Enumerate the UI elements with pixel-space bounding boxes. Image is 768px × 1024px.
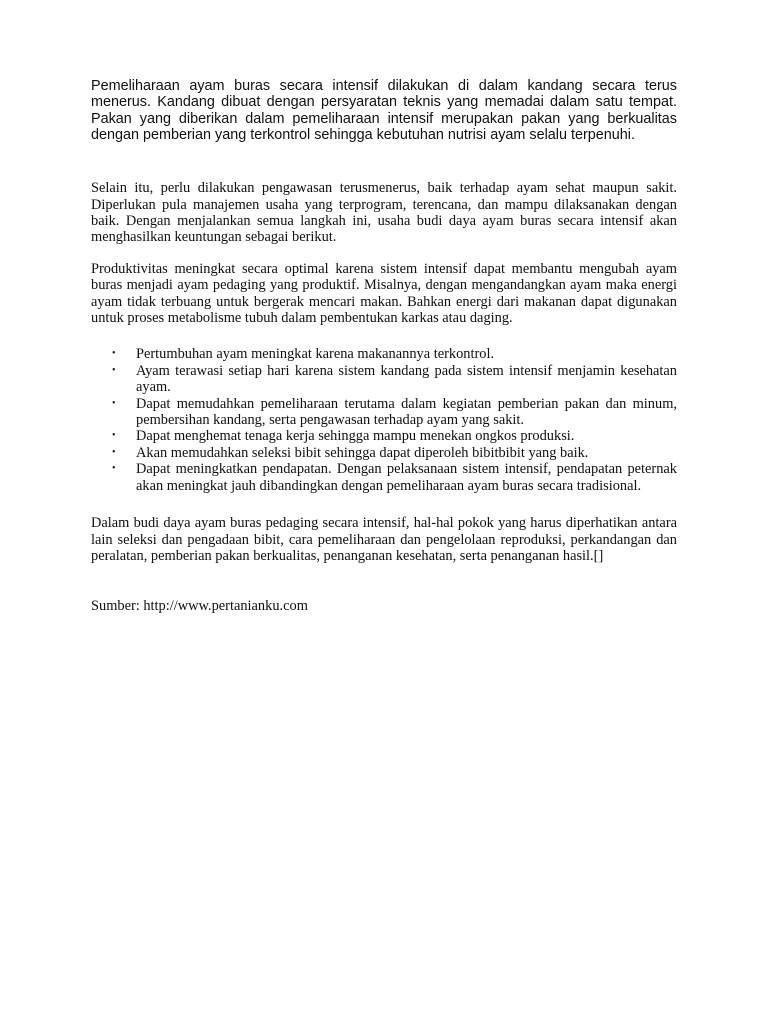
list-item	[91, 461, 677, 494]
bullet-icon: •	[112, 348, 116, 360]
intro-paragraph: Pemeliharaan ayam buras secara intensif dilakukan di dalam kandang secara terus menerus. Kandang dibuat dengan persyaratan teknis yang memadai dalam satu tempat. Pakan yang diberikan dalam pemeliharaan intensif merupakan pakan yang berkualitas dengan pemberian yang terkontrol sehingga kebutuhan nutrisi ayam selalu terpenuhi.	[91, 78, 677, 143]
list-item-text: Dapat menghemat tenaga kerja sehingga mampu menekan ongkos produksi.	[136, 428, 575, 445]
supervision-paragraph: Selain itu, perlu dilakukan pengawasan terusmenerus, baik terhadap ayam sehat maupun sakit. Diperlukan pula manajemen usaha yang terprogram, terencana, dan mampu dilaksanakan dengan baik. Dengan menjalankan semua langkah ini, usaha budi daya ayam buras secara intensif akan menghasilkan keuntungan sebagai berikut.	[91, 180, 677, 246]
conclusion-paragraph: Dalam budi daya ayam buras pedaging secara intensif, hal-hal pokok yang harus diperhatikan antara lain seleksi dan pengadaan bibit, cara pemeliharaan dan pengelolaan reproduksi, perkandangan dan peralatan, pemberian pakan berkualitas, penanganan kesehatan, serta penanganan hasil.[]	[91, 515, 677, 564]
list-item	[91, 396, 677, 429]
list-item	[91, 346, 677, 362]
list-item-text: Dapat meningkatkan pendapatan. Dengan pelaksanaan sistem intensif, pendapatan peternak akan meningkat jauh dibandingkan dengan pemeliharaan ayam buras secara tradisional.	[136, 461, 677, 494]
list-item-text: Pertumbuhan ayam meningkat karena makanannya terkontrol.	[136, 346, 495, 363]
source-line: Sumber: http://www.pertanianku.com	[91, 598, 308, 615]
bullet-icon: •	[112, 463, 116, 475]
list-item-text: Akan memudahkan seleksi bibit sehingga dapat diperoleh bibitbibit yang baik.	[136, 444, 589, 461]
list-item-text: Ayam terawasi setiap hari karena sistem kandang pada sistem intensif menjamin kesehatan ayam.	[136, 362, 677, 396]
benefits-list	[91, 346, 677, 494]
list-item	[91, 428, 677, 444]
bullet-icon: •	[112, 446, 116, 458]
productivity-paragraph: Produktivitas meningkat secara optimal karena sistem intensif dapat membantu mengubah ayam buras menjadi ayam pedaging yang produktif. Misalnya, dengan mengandangkan ayam maka energi ayam tidak terbuang untuk bergerak mencari makan. Bahkan energi dari makanan dapat digunakan untuk proses metabolisme tubuh dalam pembentukan karkas atau daging.	[91, 260, 677, 327]
list-item	[91, 363, 677, 396]
list-item-text: Dapat memudahkan pemeliharaan terutama dalam kegiatan pemberian pakan dan minum, pembersihan kandang, serta pengawasan terhadap ayam yang sakit.	[136, 395, 677, 429]
list-item	[91, 445, 677, 461]
document-page	[91, 78, 677, 615]
bullet-icon: •	[112, 397, 116, 409]
bullet-icon: •	[112, 364, 116, 376]
bullet-icon: •	[112, 430, 116, 442]
